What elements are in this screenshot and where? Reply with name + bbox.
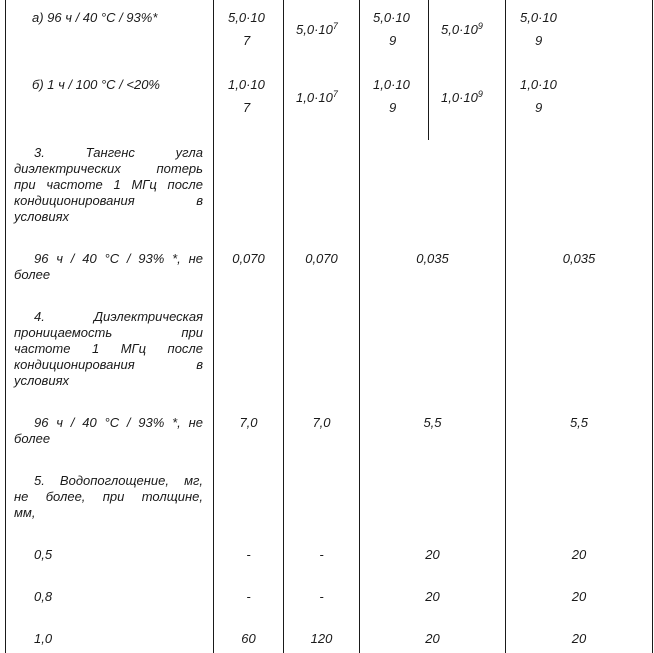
cell-exponent: 7 <box>243 100 251 115</box>
cell-value: - <box>319 547 324 562</box>
cell-value: 0,035 <box>416 251 449 266</box>
row-label: а) 96 ч / 40 °С / 93%* <box>32 10 158 25</box>
cell-value: - <box>246 589 251 604</box>
cell-value: 5,5 <box>569 415 589 430</box>
cell-exponent: 9 <box>535 100 543 115</box>
cell-value: 5,0·10 <box>520 10 557 25</box>
cell-value: 20 <box>425 547 440 562</box>
column-divider <box>652 0 653 653</box>
cell-value: 20 <box>425 631 440 646</box>
cell-value: 1,0·10 <box>228 77 265 92</box>
cell-value: 5,0·10 <box>228 10 265 25</box>
row-label: б) 1 ч / 100 °С / <20% <box>32 77 160 92</box>
cell-exponent: 7 <box>243 33 251 48</box>
section-3-title: 3. Тангенс угла диэлектрических потерь при частоте 1 МГц после кондиционирования в условиях <box>14 145 203 224</box>
cell-value: $1,0\cdot 10^9$ <box>441 89 483 105</box>
cell-value: 20 <box>425 589 440 604</box>
cell-value: $5,0\cdot 10^9$ <box>441 21 483 37</box>
cell-value: 1,0·10 <box>520 77 557 92</box>
section-5-title: 5. Водопоглощение, мг, не более, при толщине, мм, <box>14 473 203 520</box>
cell-value: - <box>319 589 324 604</box>
row-label: 0,8 <box>34 589 53 604</box>
cell-value: 7,0 <box>239 415 258 430</box>
cell-value: 20 <box>571 589 587 604</box>
section-4-condition: 96 ч / 40 °С / 93% *, не более <box>14 415 203 446</box>
cell-value: 20 <box>571 547 587 562</box>
cell-value: 0,070 <box>232 251 265 266</box>
column-divider <box>5 0 6 653</box>
cell-value: 120 <box>310 631 333 646</box>
cell-value: 60 <box>241 631 256 646</box>
cell-value: 7,0 <box>312 415 331 430</box>
section-4-title: 4. Диэлектрическая проницаемость при частоте 1 МГц после кондиционирования в условиях <box>14 309 203 388</box>
cell-value: 20 <box>571 631 587 646</box>
cell-value: 5,5 <box>423 415 442 430</box>
cell-value: 0,035 <box>562 251 596 266</box>
row-label: 0,5 <box>34 547 53 562</box>
cell-value: 1,0·10 <box>373 77 410 92</box>
cell-exponent: 9 <box>535 33 543 48</box>
cell-value: - <box>246 547 251 562</box>
section-3-condition: 96 ч / 40 °С / 93% *, не более <box>14 251 203 282</box>
cell-value: $5,0\cdot 10^7$ <box>296 21 338 37</box>
cell-exponent: 9 <box>389 100 397 115</box>
column-divider <box>428 0 429 140</box>
row-label: 1,0 <box>34 631 53 646</box>
cell-exponent: 9 <box>389 33 397 48</box>
cell-value: 5,0·10 <box>373 10 410 25</box>
cell-value: 0,070 <box>305 251 338 266</box>
cell-value: $1,0\cdot 10^7$ <box>296 89 338 105</box>
